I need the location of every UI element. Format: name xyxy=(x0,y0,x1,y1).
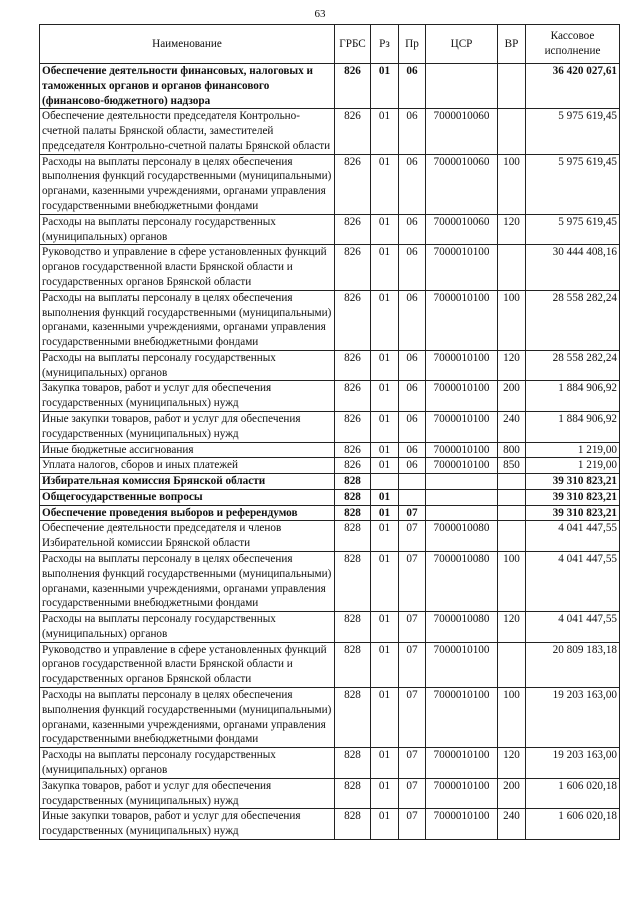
table-row xyxy=(40,688,620,748)
cell-csr: 7000010100 xyxy=(426,245,498,290)
cell-pr: 07 xyxy=(399,688,426,748)
cell-pr xyxy=(399,474,426,490)
cell-amount: 20 809 183,18 xyxy=(526,642,620,687)
cell-rz: 01 xyxy=(371,442,399,458)
cell-vr: 100 xyxy=(498,552,526,612)
header-name: Наименование xyxy=(40,25,335,64)
cell-csr xyxy=(426,489,498,505)
cell-rz: 01 xyxy=(371,521,399,552)
cell-amount: 1 219,00 xyxy=(526,442,620,458)
cell-rz: 01 xyxy=(371,350,399,381)
cell-name: Расходы на выплаты персоналу в целях обеспечения выполнения функций государственными (муниципальными) органами, казенными учреждениями, органами управления государственными внебюджетными фондами xyxy=(40,154,335,214)
cell-csr: 7000010100 xyxy=(426,688,498,748)
cell-rz: 01 xyxy=(371,64,399,109)
cell-pr xyxy=(399,489,426,505)
cell-amount: 39 310 823,21 xyxy=(526,505,620,521)
cell-rz: 01 xyxy=(371,458,399,474)
cell-grbs: 826 xyxy=(335,214,371,245)
cell-amount: 39 310 823,21 xyxy=(526,474,620,490)
cell-csr: 7000010100 xyxy=(426,290,498,350)
table-row xyxy=(40,154,620,214)
cell-name: Иные бюджетные ассигнования xyxy=(40,442,335,458)
cell-vr xyxy=(498,642,526,687)
cell-csr: 7000010100 xyxy=(426,381,498,412)
cell-grbs: 828 xyxy=(335,474,371,490)
table-row xyxy=(40,552,620,612)
cell-grbs: 826 xyxy=(335,442,371,458)
cell-amount: 1 884 906,92 xyxy=(526,411,620,442)
cell-vr: 800 xyxy=(498,442,526,458)
cell-csr: 7000010100 xyxy=(426,411,498,442)
cell-csr: 7000010060 xyxy=(426,109,498,154)
cell-csr: 7000010100 xyxy=(426,642,498,687)
cell-name: Обеспечение деятельности финансовых, налоговых и таможенных органов и органов финансового (финансово-бюджетного) надзора xyxy=(40,64,335,109)
cell-name: Руководство и управление в сфере установленных функций органов государственной власти Брянской области и государственных органов Брянской области xyxy=(40,642,335,687)
cell-name: Обеспечение проведения выборов и референдумов xyxy=(40,505,335,521)
cell-amount: 4 041 447,55 xyxy=(526,612,620,643)
cell-name: Расходы на выплаты персоналу государственных (муниципальных) органов xyxy=(40,214,335,245)
cell-amount: 1 884 906,92 xyxy=(526,381,620,412)
page-number: 63 xyxy=(314,8,326,20)
cell-name: Обеспечение деятельности председателя Контрольно-счетной палаты Брянской области, заместителей председателя Контрольно-счетной палаты Брянской области xyxy=(40,109,335,154)
cell-name: Расходы на выплаты персоналу в целях обеспечения выполнения функций государственными (муниципальными) органами, казенными учреждениями, органами управления государственными внебюджетными фондами xyxy=(40,552,335,612)
cell-name: Расходы на выплаты персоналу в целях обеспечения выполнения функций государственными (муниципальными) органами, казенными учреждениями, органами управления государственными внебюджетными фондами xyxy=(40,290,335,350)
cell-pr: 06 xyxy=(399,109,426,154)
cell-grbs: 828 xyxy=(335,778,371,809)
cell-rz: 01 xyxy=(371,778,399,809)
cell-pr: 07 xyxy=(399,809,426,840)
cell-csr: 7000010100 xyxy=(426,458,498,474)
cell-csr: 7000010080 xyxy=(426,612,498,643)
table-row xyxy=(40,505,620,521)
cell-name: Расходы на выплаты персоналу государственных (муниципальных) органов xyxy=(40,350,335,381)
cell-vr xyxy=(498,521,526,552)
cell-pr: 07 xyxy=(399,642,426,687)
table-row xyxy=(40,214,620,245)
cell-amount: 4 041 447,55 xyxy=(526,521,620,552)
cell-csr: 7000010080 xyxy=(426,521,498,552)
cell-rz: 01 xyxy=(371,154,399,214)
cell-pr: 07 xyxy=(399,505,426,521)
cell-grbs: 826 xyxy=(335,290,371,350)
table-row xyxy=(40,809,620,840)
header-row xyxy=(40,25,620,64)
cell-amount: 19 203 163,00 xyxy=(526,748,620,779)
cell-grbs: 828 xyxy=(335,748,371,779)
cell-name: Уплата налогов, сборов и иных платежей xyxy=(40,458,335,474)
budget-table xyxy=(39,24,620,840)
cell-name: Иные закупки товаров, работ и услуг для обеспечения государственных (муниципальных) нужд xyxy=(40,809,335,840)
cell-amount: 30 444 408,16 xyxy=(526,245,620,290)
cell-csr: 7000010100 xyxy=(426,809,498,840)
table-row xyxy=(40,642,620,687)
cell-amount: 19 203 163,00 xyxy=(526,688,620,748)
cell-vr: 100 xyxy=(498,688,526,748)
table-row xyxy=(40,521,620,552)
cell-csr: 7000010100 xyxy=(426,350,498,381)
cell-grbs: 826 xyxy=(335,64,371,109)
cell-vr xyxy=(498,109,526,154)
cell-csr xyxy=(426,474,498,490)
table-row xyxy=(40,474,620,490)
cell-rz: 01 xyxy=(371,505,399,521)
table-row xyxy=(40,442,620,458)
cell-vr xyxy=(498,489,526,505)
cell-pr: 06 xyxy=(399,290,426,350)
cell-vr: 850 xyxy=(498,458,526,474)
cell-name: Закупка товаров, работ и услуг для обеспечения государственных (муниципальных) нужд xyxy=(40,381,335,412)
cell-vr: 200 xyxy=(498,381,526,412)
table-row xyxy=(40,612,620,643)
table-row xyxy=(40,290,620,350)
cell-vr: 100 xyxy=(498,154,526,214)
cell-pr: 06 xyxy=(399,350,426,381)
cell-name: Общегосударственные вопросы xyxy=(40,489,335,505)
cell-vr: 120 xyxy=(498,214,526,245)
cell-vr xyxy=(498,245,526,290)
cell-csr xyxy=(426,505,498,521)
cell-grbs: 826 xyxy=(335,245,371,290)
table-body xyxy=(40,64,620,840)
cell-csr: 7000010100 xyxy=(426,442,498,458)
header-rz: Рз xyxy=(371,25,399,64)
cell-rz: 01 xyxy=(371,748,399,779)
cell-rz: 01 xyxy=(371,411,399,442)
cell-pr: 07 xyxy=(399,521,426,552)
cell-grbs: 826 xyxy=(335,154,371,214)
table-row xyxy=(40,778,620,809)
cell-name: Иные закупки товаров, работ и услуг для обеспечения государственных (муниципальных) нужд xyxy=(40,411,335,442)
cell-csr: 7000010060 xyxy=(426,154,498,214)
cell-csr: 7000010100 xyxy=(426,748,498,779)
cell-pr: 06 xyxy=(399,442,426,458)
cell-grbs: 826 xyxy=(335,381,371,412)
cell-amount: 5 975 619,45 xyxy=(526,214,620,245)
cell-pr: 06 xyxy=(399,381,426,412)
cell-amount: 4 041 447,55 xyxy=(526,552,620,612)
cell-vr: 120 xyxy=(498,748,526,779)
cell-rz: 01 xyxy=(371,290,399,350)
cell-amount: 28 558 282,24 xyxy=(526,350,620,381)
cell-pr: 06 xyxy=(399,154,426,214)
cell-rz: 01 xyxy=(371,381,399,412)
cell-name: Расходы на выплаты персоналу государственных (муниципальных) органов xyxy=(40,748,335,779)
cell-name: Расходы на выплаты персоналу в целях обеспечения выполнения функций государственными (муниципальными) органами, казенными учреждениями, органами управления государственными внебюджетными фондами xyxy=(40,688,335,748)
cell-vr xyxy=(498,474,526,490)
cell-csr xyxy=(426,64,498,109)
cell-rz: 01 xyxy=(371,642,399,687)
cell-amount: 1 219,00 xyxy=(526,458,620,474)
cell-csr: 7000010100 xyxy=(426,778,498,809)
cell-amount: 28 558 282,24 xyxy=(526,290,620,350)
cell-csr: 7000010080 xyxy=(426,552,498,612)
cell-amount: 1 606 020,18 xyxy=(526,809,620,840)
cell-amount: 5 975 619,45 xyxy=(526,154,620,214)
table-row xyxy=(40,350,620,381)
table-row xyxy=(40,458,620,474)
table-row xyxy=(40,489,620,505)
cell-pr: 06 xyxy=(399,245,426,290)
table-row xyxy=(40,109,620,154)
cell-rz: 01 xyxy=(371,688,399,748)
cell-rz: 01 xyxy=(371,552,399,612)
cell-vr: 200 xyxy=(498,778,526,809)
cell-name: Расходы на выплаты персоналу государственных (муниципальных) органов xyxy=(40,612,335,643)
cell-grbs: 826 xyxy=(335,109,371,154)
table-row xyxy=(40,381,620,412)
cell-name: Обеспечение деятельности председателя и членов Избирательной комиссии Брянской области xyxy=(40,521,335,552)
cell-pr: 06 xyxy=(399,411,426,442)
cell-grbs: 828 xyxy=(335,688,371,748)
header-pr: Пр xyxy=(399,25,426,64)
cell-grbs: 826 xyxy=(335,350,371,381)
cell-rz: 01 xyxy=(371,809,399,840)
cell-vr: 120 xyxy=(498,612,526,643)
cell-vr: 120 xyxy=(498,350,526,381)
cell-vr: 100 xyxy=(498,290,526,350)
cell-name: Руководство и управление в сфере установленных функций органов государственной власти Брянской области и государственных органов Брянской области xyxy=(40,245,335,290)
cell-pr: 07 xyxy=(399,552,426,612)
header-grbs: ГРБС xyxy=(335,25,371,64)
table-row xyxy=(40,245,620,290)
cell-grbs: 828 xyxy=(335,552,371,612)
cell-grbs: 826 xyxy=(335,458,371,474)
cell-rz: 01 xyxy=(371,489,399,505)
cell-name: Избирательная комиссия Брянской области xyxy=(40,474,335,490)
cell-pr: 06 xyxy=(399,64,426,109)
cell-pr: 07 xyxy=(399,778,426,809)
header-vr: ВР xyxy=(498,25,526,64)
table-row xyxy=(40,748,620,779)
cell-pr: 07 xyxy=(399,748,426,779)
cell-grbs: 828 xyxy=(335,642,371,687)
cell-csr: 7000010060 xyxy=(426,214,498,245)
cell-vr xyxy=(498,505,526,521)
cell-pr: 07 xyxy=(399,612,426,643)
cell-rz: 01 xyxy=(371,245,399,290)
cell-grbs: 828 xyxy=(335,809,371,840)
cell-grbs: 828 xyxy=(335,505,371,521)
header-amount: Кассовое исполнение xyxy=(526,25,620,64)
cell-grbs: 828 xyxy=(335,612,371,643)
cell-amount: 39 310 823,21 xyxy=(526,489,620,505)
cell-rz: 01 xyxy=(371,109,399,154)
cell-grbs: 828 xyxy=(335,489,371,505)
table-row xyxy=(40,411,620,442)
cell-pr: 06 xyxy=(399,458,426,474)
cell-grbs: 826 xyxy=(335,411,371,442)
cell-amount: 1 606 020,18 xyxy=(526,778,620,809)
cell-grbs: 828 xyxy=(335,521,371,552)
cell-rz xyxy=(371,474,399,490)
cell-rz: 01 xyxy=(371,214,399,245)
cell-name: Закупка товаров, работ и услуг для обеспечения государственных (муниципальных) нужд xyxy=(40,778,335,809)
cell-amount: 36 420 027,61 xyxy=(526,64,620,109)
cell-vr: 240 xyxy=(498,411,526,442)
cell-vr: 240 xyxy=(498,809,526,840)
cell-vr xyxy=(498,64,526,109)
table-row xyxy=(40,64,620,109)
cell-pr: 06 xyxy=(399,214,426,245)
cell-amount: 5 975 619,45 xyxy=(526,109,620,154)
header-csr: ЦСР xyxy=(426,25,498,64)
cell-rz: 01 xyxy=(371,612,399,643)
